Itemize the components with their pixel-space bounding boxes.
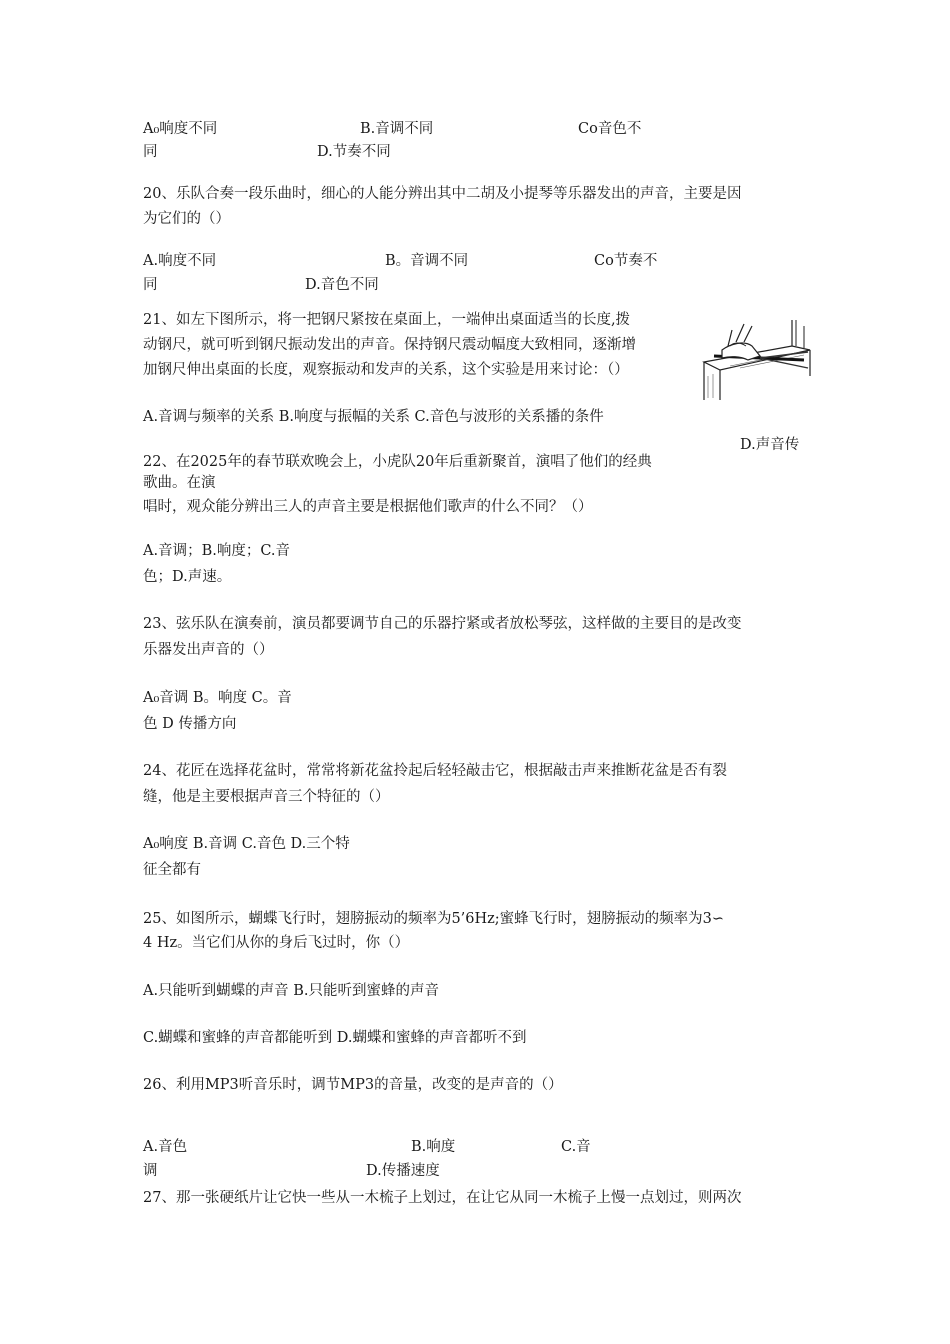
q19-option-d: D.节奏不同 (317, 144, 391, 160)
q26-option-b: B.响度 (411, 1139, 456, 1155)
q26-option-c: C.音 (561, 1139, 591, 1155)
q22-options-line-1: A.音调；B.响度；C.音 (143, 543, 291, 559)
q25-stem-line-1: 25、如图所示，蝴蝶飞行时，翅膀振动的频率为5’6Hz;蜜蜂飞行时，翅膀振动的频率为3∽ (143, 911, 725, 927)
q23-stem-line-2: 乐器发出声音的（） (143, 642, 274, 658)
q21-stem-line-3: 加钢尺伸出桌面的长度，观察振动和发声的关系，这个实验是用来讨论：（） (143, 362, 629, 378)
q20-stem-line-1: 20、乐队合奏一段乐曲时，细心的人能分辨出其中二胡及小提琴等乐器发出的声音，主要是因 (143, 186, 742, 202)
q21-options-line: A.音调与频率的关系 B.响度与振幅的关系 C.音色与波形的关系播的条件 (143, 409, 604, 425)
q20-option-c: Co节奏不 (594, 253, 658, 269)
q20-option-c-cont: 同 (143, 277, 158, 293)
q27-stem-line-1: 27、那一张硬纸片让它快一些从一木梳子上划过，在让它从同一木梳子上慢一点划过，则两次 (143, 1190, 742, 1206)
q25-stem-line-2: 4 Hz。当它们从你的身后飞过时，你（） (143, 935, 410, 951)
q23-options-line-2: 色 D 传播方向 (143, 716, 237, 732)
q22-stem-line-3: 唱时，观众能分辨出三人的声音主要是根据他们歌声的什么不同？（） (143, 499, 593, 515)
q20-option-d: D.音色不同 (305, 277, 379, 293)
q21-option-d: D.声音传 (740, 437, 800, 453)
q19-option-c: Co音色不 (578, 121, 642, 137)
q25-options-line-1: A.只能听到蝴蝶的声音 B.只能听到蜜蜂的声音 (143, 983, 439, 999)
q21-stem-line-2: 动钢尺，就可听到钢尺振动发出的声音。保持钢尺震动幅度大致相同，逐渐增 (143, 337, 636, 353)
q24-stem-line-2: 缝，他是主要根据声音三个特征的（） (143, 789, 390, 805)
q22-stem-line-1: 22、在2025年的春节联欢晚会上，小虎队20年后重新聚首，演唱了他们的经典 (143, 454, 652, 470)
q24-stem-line-1: 24、花匠在选择花盆时，常常将新花盆拎起后轻轻敲击它，根据敲击声来推断花盆是否有裂 (143, 763, 727, 779)
q26-option-a: A.音色 (143, 1139, 188, 1155)
q20-option-b: B。音调不同 (385, 253, 469, 269)
q20-stem-line-2: 为它们的（） (143, 211, 230, 227)
q24-options-line-1: A₀响度 B.音调 C.音色 D.三个特 (143, 836, 350, 852)
q22-stem-line-2: 歌曲。在演 (143, 475, 216, 491)
q19-option-b: B.音调不同 (360, 121, 434, 137)
ruler-on-desk-figure (700, 316, 812, 402)
q19-option-c-cont: 同 (143, 144, 158, 160)
q26-option-c-cont: 调 (143, 1163, 158, 1179)
q26-stem-line-1: 26、利用MP3听音乐时，调节MP3的音量，改变的是声音的（） (143, 1077, 563, 1093)
ruler-on-desk-icon (700, 316, 812, 402)
q23-stem-line-1: 23、弦乐队在演奏前，演员都要调节自己的乐器拧紧或者放松琴弦，这样做的主要目的是改变 (143, 616, 742, 632)
q21-stem-line-1: 21、如左下图所示，将一把钢尺紧按在桌面上，一端伸出桌面适当的长度,拨 (143, 312, 631, 328)
q26-option-d: D.传播速度 (366, 1163, 440, 1179)
q20-option-a: A.响度不同 (143, 253, 217, 269)
q19-option-a: A₀响度不同 (143, 121, 218, 137)
q22-options-line-2: 色；D.声速。 (143, 569, 232, 585)
q24-options-line-2: 征全都有 (143, 862, 201, 878)
q23-options-line-1: A₀音调 B。响度 C。音 (143, 690, 292, 706)
q25-options-line-2: C.蝴蝶和蜜蜂的声音都能听到 D.蝴蝶和蜜蜂的声音都听不到 (143, 1030, 527, 1046)
